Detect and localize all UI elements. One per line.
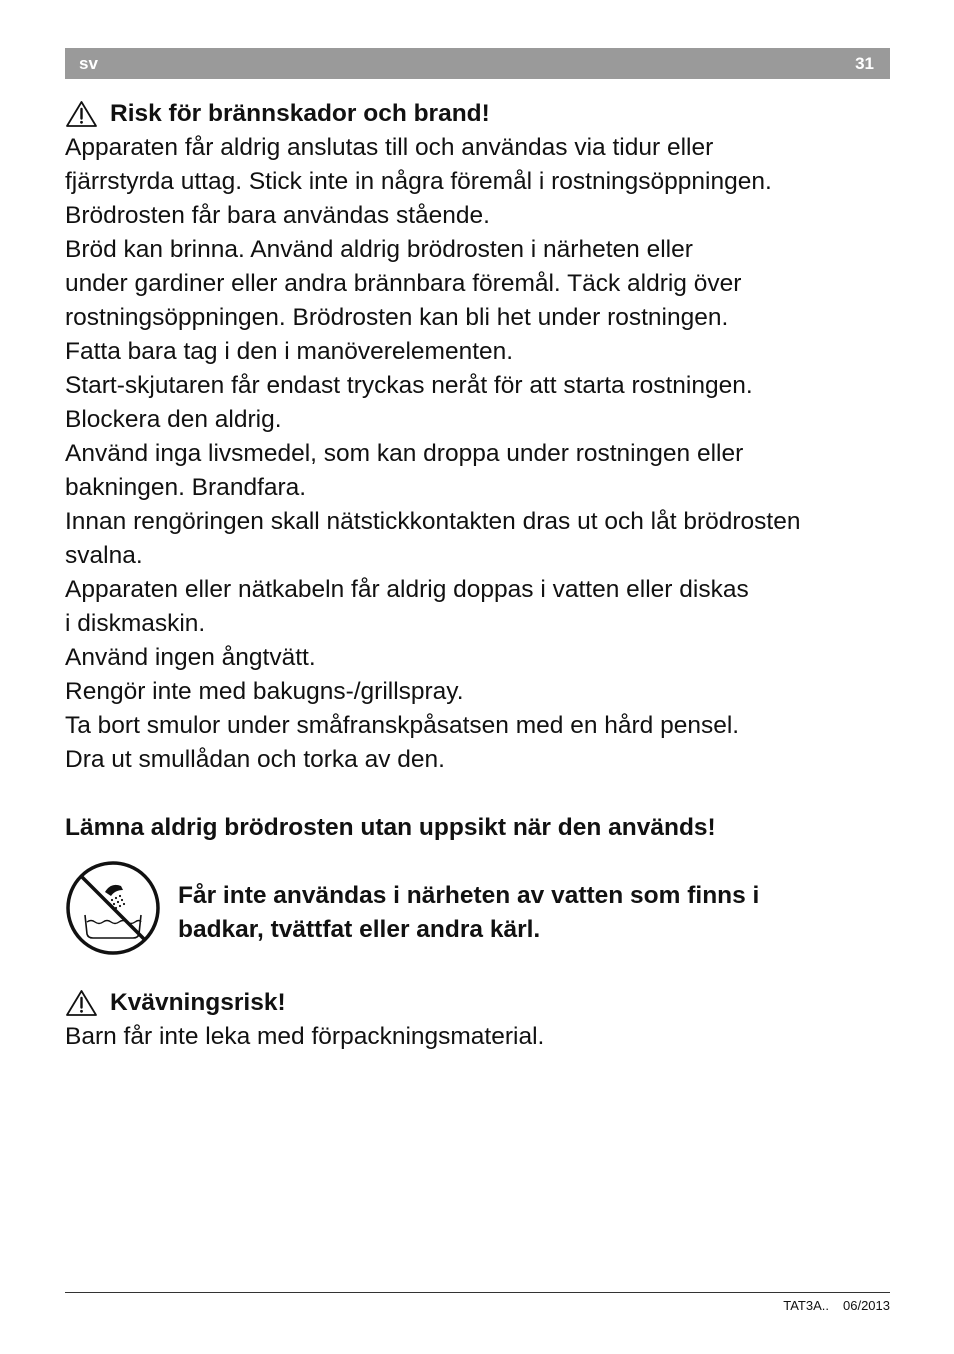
page-content bbox=[65, 97, 895, 1054]
body-line: Bröd kan brinna. Använd aldrig brödrosten i närheten eller bbox=[65, 236, 693, 263]
unattended-notice: Lämna aldrig brödrosten utan uppsikt när den används! bbox=[65, 814, 716, 841]
section-spacer bbox=[65, 956, 895, 986]
fire-warning-title: Risk för brännskador och brand! bbox=[110, 100, 490, 127]
warning-triangle-icon bbox=[65, 100, 98, 128]
suffocation-warning-heading bbox=[65, 986, 895, 1020]
body-line: Apparaten får aldrig anslutas till och användas via tidur eller bbox=[65, 134, 714, 161]
body-line: under gardiner eller andra brännbara föremål. Täck aldrig över bbox=[65, 270, 742, 297]
body-line: fjärrstyrda uttag. Stick inte in några föremål i rostningsöppningen. bbox=[65, 168, 772, 195]
water-warning-line: Får inte användas i närheten av vatten som finns i bbox=[178, 882, 760, 909]
body-line: Fatta bara tag i den i manöverelementen. bbox=[65, 338, 514, 365]
body-line: Använd inga livsmedel, som kan droppa under rostningen eller bbox=[65, 440, 744, 467]
fire-warning-heading bbox=[65, 97, 895, 131]
water-warning-line: badkar, tvättfat eller andra kärl. bbox=[178, 916, 541, 943]
model-number: TAT3A.. bbox=[783, 1298, 829, 1313]
body-line: Innan rengöringen skall nätstickkontakten dras ut och låt brödrosten bbox=[65, 508, 801, 535]
body-line: rostningsöppningen. Brödrosten kan bli het under rostningen. bbox=[65, 304, 729, 331]
page-number: 31 bbox=[855, 53, 874, 73]
body-line: svalna. bbox=[65, 542, 143, 569]
language-code: sv bbox=[79, 53, 98, 73]
body-line: Rengör inte med bakugns-/grillspray. bbox=[65, 678, 464, 705]
body-line: Blockera den aldrig. bbox=[65, 406, 282, 433]
body-line: Ta bort smulor under småfranskpåsatsen med en hård pensel. bbox=[65, 712, 740, 739]
no-water-prohibition-icon bbox=[65, 860, 161, 956]
water-warning bbox=[65, 863, 895, 956]
publication-date: 06/2013 bbox=[843, 1298, 890, 1313]
section-spacer bbox=[65, 777, 895, 811]
page-footer bbox=[783, 1298, 890, 1313]
body-line: i diskmaskin. bbox=[65, 610, 206, 637]
warning-triangle-icon bbox=[65, 989, 98, 1017]
suffocation-warning-text: Barn får inte leka med förpackningsmaterial. bbox=[65, 1023, 545, 1050]
body-line: Dra ut smullådan och torka av den. bbox=[65, 746, 445, 773]
page-header bbox=[65, 48, 890, 79]
footer-divider bbox=[65, 1292, 890, 1293]
body-line: bakningen. Brandfara. bbox=[65, 474, 307, 501]
body-line: Brödrosten får bara användas stående. bbox=[65, 202, 490, 229]
body-line: Apparaten eller nätkabeln får aldrig doppas i vatten eller diskas bbox=[65, 576, 749, 603]
body-line: Start-skjutaren får endast tryckas neråt för att starta rostningen. bbox=[65, 372, 753, 399]
body-line: Använd ingen ångtvätt. bbox=[65, 644, 316, 671]
fire-warning-body bbox=[65, 131, 895, 777]
suffocation-warning-title: Kvävningsrisk! bbox=[110, 989, 286, 1016]
water-warning-text bbox=[178, 863, 759, 947]
